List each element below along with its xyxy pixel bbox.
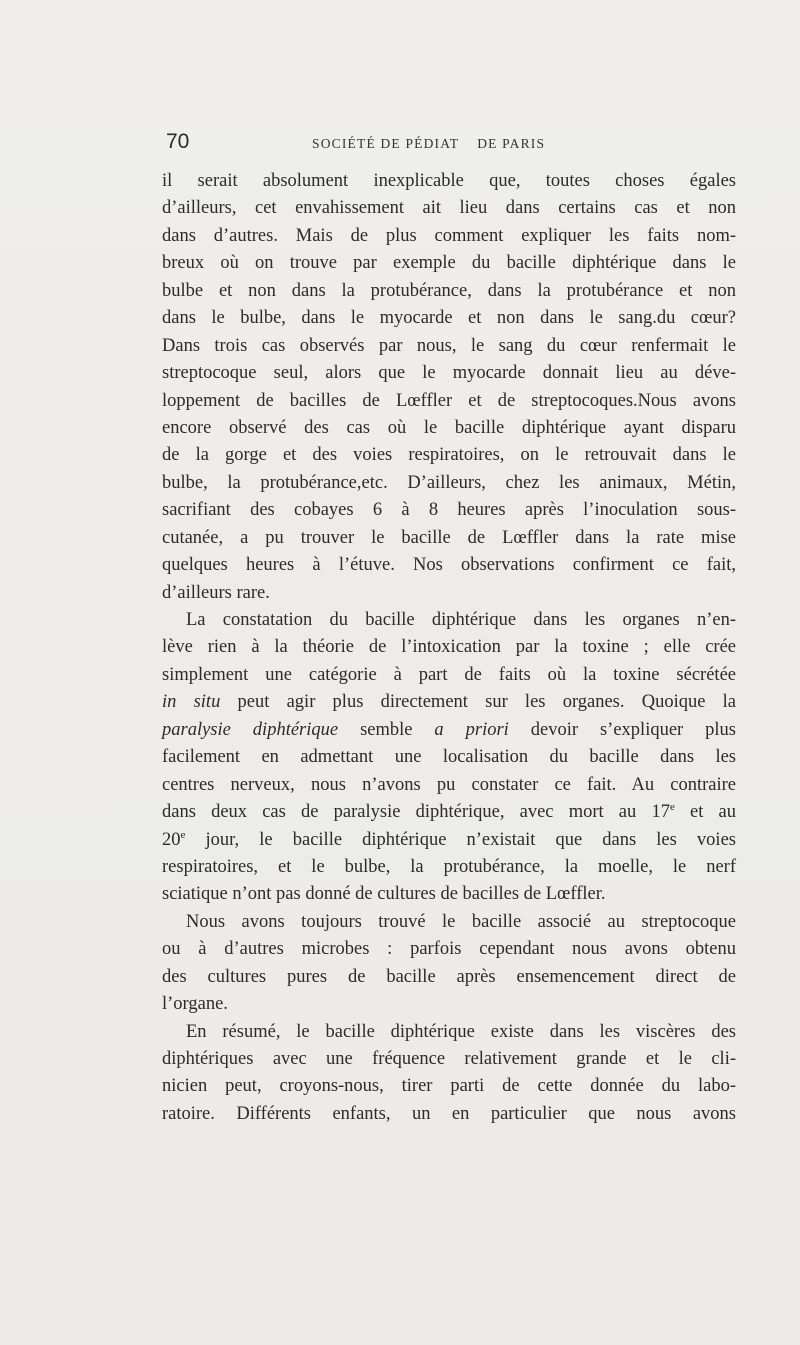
text-fragment: peut agir plus directement sur les organes. Quoique la	[220, 692, 736, 713]
text-line: ratoire. Différents enfants, un en particulier que nous avons	[162, 1103, 736, 1124]
text-line: simplement une catégorie à part de faits où la toxine sécrétée	[162, 664, 736, 685]
text-line: d’ailleurs, cet envahissement ait lieu dans certains cas et non	[162, 198, 736, 219]
text-fragment: dans deux cas de paralysie diphtérique, avec mort au 17	[162, 802, 670, 823]
text-line: encore observé des cas où le bacille diphtérique ayant disparu	[162, 417, 736, 438]
text-fragment: devoir s’expliquer plus	[508, 719, 736, 740]
text-line: d’ailleurs rare.	[162, 582, 270, 603]
italic-phrase: paralysie diphtérique	[162, 719, 339, 740]
text-line: En résumé, le bacille diphtérique existe dans les viscères des	[186, 1021, 736, 1042]
body-text	[162, 168, 736, 1128]
text-line-sup	[162, 799, 736, 826]
text-line: La constatation du bacille diphtérique dans les organes n’en-	[186, 610, 736, 630]
text-fragment: et au	[674, 802, 736, 823]
text-line: bulbe et non dans la protubérance, dans la protubérance et non	[162, 280, 736, 301]
text-line: facilement en admettant une localisation du bacille dans les	[162, 747, 736, 768]
text-line: sciatique n’ont pas donné de cultures de bacilles de Lœffler.	[162, 884, 606, 905]
page-header	[166, 130, 740, 160]
text-line: bulbe, la protubérance,etc. D’ailleurs, chez les animaux, Métin,	[162, 472, 736, 493]
text-line: nicien peut, croyons-nous, tirer parti de cette donnée du labo-	[162, 1076, 736, 1097]
italic-phrase: a priori	[434, 719, 509, 740]
text-fragment: 20	[162, 829, 181, 850]
text-line-italic	[162, 689, 736, 716]
page-number: 70	[166, 130, 190, 153]
text-line: dans le bulbe, dans le myocarde et non dans le sang.du cœur?	[162, 308, 736, 329]
text-line: quelques heures à l’étuve. Nos observations confirment ce fait,	[162, 555, 736, 576]
text-line: des cultures pures de bacille après ensemencement direct de	[162, 966, 736, 987]
text-line: centres nerveux, nous n’avons pu constater ce fait. Au contraire	[162, 774, 736, 795]
superscript: e	[669, 801, 675, 814]
text-line: ou à d’autres microbes : parfois cependant nous avons obtenu	[162, 939, 736, 960]
text-line: loppement de bacilles de Lœffler et de streptocoques.Nous avons	[162, 390, 736, 411]
text-line: streptocoque seul, alors que le myocarde donnait lieu au déve-	[162, 363, 736, 384]
text-line: Dans trois cas observés par nous, le sang du cœur renfermait le	[162, 335, 736, 356]
text-line: il serait absolument inexplicable que, toutes choses égales	[162, 171, 736, 191]
text-line: cutanée, a pu trouver le bacille de Lœffler dans la rate mise	[162, 527, 736, 548]
text-line: dans d’autres. Mais de plus comment expliquer les faits nom-	[162, 225, 736, 246]
text-fragment: jour, le bacille diphtérique n’existait que dans les voies	[185, 829, 736, 850]
text-line: Nous avons toujours trouvé le bacille associé au streptocoque	[186, 911, 736, 932]
italic-phrase: in situ	[162, 692, 221, 713]
text-line: breux où on trouve par exemple du bacille diphtérique dans le	[162, 253, 736, 274]
text-line-sup	[162, 827, 736, 854]
text-line: sacrifiant des cobayes 6 à 8 heures après l’inoculation sous-	[162, 500, 736, 521]
text-line-italic	[162, 717, 736, 744]
text-line: de la gorge et des voies respiratoires, on le retrouvait dans le	[162, 445, 736, 466]
superscript: e	[180, 828, 186, 841]
text-line: lève rien à la théorie de l’intoxication par la toxine ; elle crée	[162, 637, 736, 658]
running-head: SOCIÉTÉ DE PÉDIAT DE PARIS	[312, 136, 546, 151]
text-line: respiratoires, et le bulbe, la protubérance, la moelle, le nerf	[162, 856, 736, 877]
text-line: diphtériques avec une fréquence relativement grande et le cli-	[162, 1049, 736, 1069]
text-line: l’organe.	[162, 994, 228, 1015]
text-fragment: semble	[338, 719, 435, 740]
